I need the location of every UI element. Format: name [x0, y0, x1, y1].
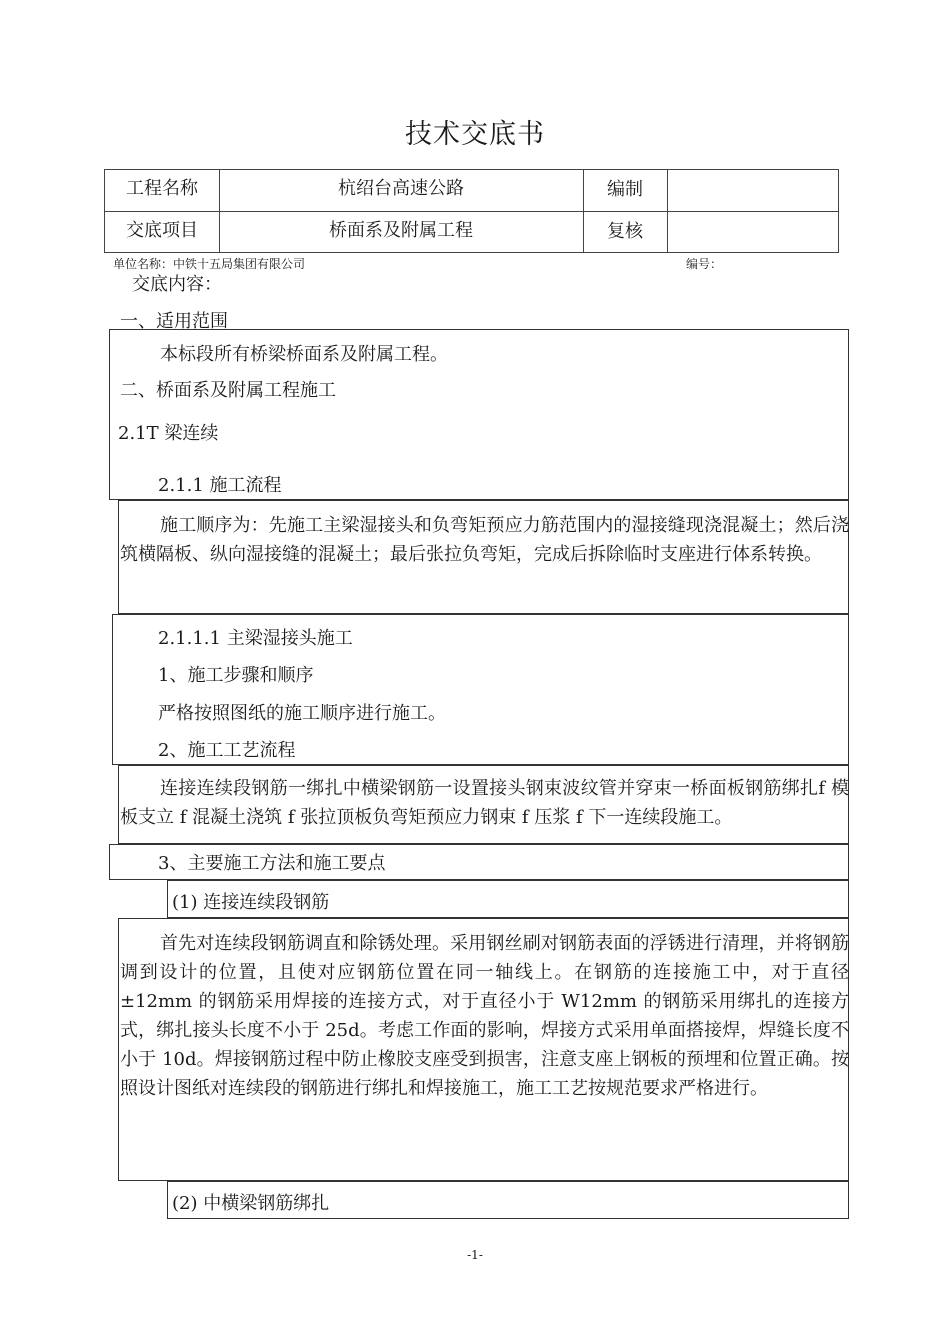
step-3-heading: 3、主要施工方法和施工要点: [158, 853, 386, 874]
section-2-1-1-1-heading: 2.1.1.1 主梁湿接头施工: [158, 628, 353, 649]
document-number-label: 编号：: [686, 257, 723, 271]
compile-label: 编制: [607, 179, 643, 200]
page-number: -1-: [467, 1248, 483, 1262]
sub-item-1-heading: (1) 连接连续段钢筋: [172, 892, 330, 913]
process-flow-text: 连接连续段钢筋一绑扎中横梁钢筋一设置接头钢束波纹管并穿束一桥面板钢筋绑扎f 模板支立 f 混凝土浇筑 f 张拉顶板负弯矩预应力钢束 f 压浆 f 下一连续段施工。: [120, 778, 849, 828]
step-1-heading: 1、施工步骤和顺序: [158, 665, 314, 686]
table-divider: [105, 211, 838, 212]
item-value: 桥面系及附属工程: [329, 220, 473, 241]
step-1-text: 严格按照图纸的施工顺序进行施工。: [158, 703, 446, 724]
section-1-heading: 一、适用范围: [120, 311, 228, 332]
project-name-label: 工程名称: [126, 178, 198, 199]
section-2-heading: 二、桥面系及附属工程施工: [120, 380, 336, 401]
rebar-connection-text: 首先对连续段钢筋调直和除锈处理。采用钢丝刷对钢筋表面的浮锈进行清理，并将钢筋调到设计的位置，且使对应钢筋位置在同一轴线上。在钢筋的连接施工中，对于直径±12mm 的钢筋采用焊接的连接方式，对于直径小于 W12mm 的钢筋采用绑扎的连接方式，绑扎接头长度不小于 25d。考虑工作面的影响，焊接方式采用单面搭接焊，焊缝长度不小于 10d。焊接钢筋过程中防止橡胶支座受到损害，注意支座上钢板的预埋和位置正确。按照设计图纸对连续段的钢筋进行绑扎和焊接施工，施工工艺按规范要求严格进行。: [120, 933, 849, 1099]
construction-sequence-text: 施工顺序为：先施工主梁湿接头和负弯矩预应力筋范围内的湿接缝现浇混凝土；然后浇筑横隔板、纵向湿接缝的混凝土；最后张拉负弯矩，完成后拆除临时支座进行体系转换。: [120, 515, 849, 565]
step-2-heading: 2、施工工艺流程: [158, 740, 296, 761]
header-table: [104, 169, 839, 253]
item-label: 交底项目: [126, 220, 198, 241]
section-2-1-1-heading: 2.1.1 施工流程: [158, 475, 282, 496]
unit-name: 单位名称：中铁十五局集团有限公司: [113, 257, 306, 271]
sub-item-2-heading: (2) 中横梁钢筋绑扎: [172, 1193, 330, 1214]
project-name-value: 杭绍台高速公路: [338, 178, 464, 199]
section-2-1-heading: 2.1T 梁连续: [118, 423, 219, 444]
review-label: 复核: [607, 221, 643, 242]
section-1-text: 本标段所有桥梁桥面系及附属工程。: [160, 344, 448, 365]
document-title: 技术交底书: [405, 119, 545, 150]
content-label: 交底内容：: [132, 274, 222, 295]
